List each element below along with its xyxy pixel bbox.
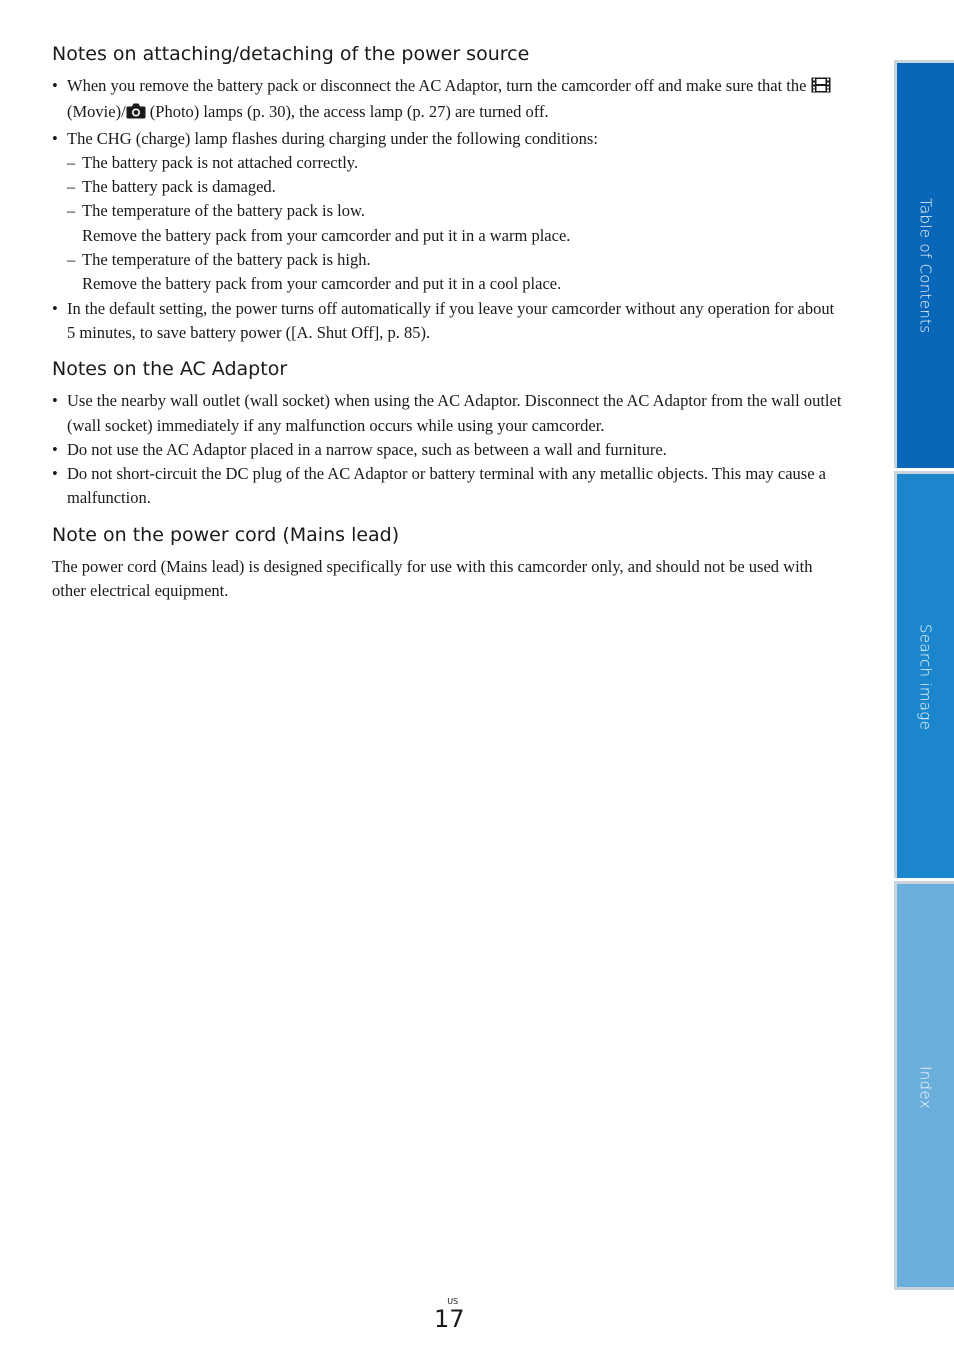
section-power-cord (52, 521, 842, 604)
sub-list-item (52, 199, 842, 223)
bullet-text: Use the nearby wall outlet (wall socket) when using the AC Adaptor. Disconnect the AC Adaptor from the wall outlet (wall socket) immediately if any malfunction occurs while using your camcorder. (67, 391, 842, 435)
sub-item-continuation: Remove the battery pack from your camcorder and put it in a cool place. (82, 274, 562, 294)
tab-label: Table of Contents (916, 198, 935, 334)
sub-list-item (52, 175, 842, 199)
bullet-marker: • (52, 76, 58, 95)
bullet-marker: • (52, 464, 58, 484)
bullet-text: The CHG (charge) lamp flashes during charging under the following conditions: (67, 128, 598, 148)
sub-item-text: The temperature of the battery pack is high. (82, 250, 371, 270)
sub-list-item (52, 151, 842, 175)
bullet-text: When you remove the battery pack or disconnect the AC Adaptor, turn the camcorder off and make sure that the (67, 76, 807, 95)
camera-icon (126, 102, 146, 126)
bullet-text: (Movie)/ (67, 102, 126, 122)
movie-icon (811, 76, 831, 100)
sub-item-text: The temperature of the battery pack is low. (82, 201, 365, 221)
dash-marker: – (67, 152, 76, 172)
bullet-text: In the default setting, the power turns off automatically if you leave your camcorder without any operation for about 5 minutes, to save battery power ([A. Shut Off], p. 85). (67, 298, 835, 342)
bullet-text: (Photo) lamps (p. 30), the access lamp (p. 27) are turned off. (149, 102, 549, 122)
list-item (52, 74, 842, 127)
section-power-source (52, 40, 842, 345)
sub-item-text: The battery pack is damaged. (82, 177, 276, 197)
list-item (52, 438, 842, 462)
list-item (52, 127, 842, 151)
tab-table-of-contents[interactable] (894, 60, 954, 468)
page-number-value: 17 (434, 1305, 465, 1333)
section-heading: Notes on the AC Adaptor (52, 358, 288, 381)
section-heading: Notes on attaching/detaching of the power source (52, 43, 530, 65)
bullet-text: Do not short-circuit the DC plug of the AC Adaptor or battery terminal with any metallic objects. This may cause a malfunction. (67, 464, 826, 508)
page-number (434, 1297, 465, 1332)
dash-marker: – (67, 201, 76, 221)
tab-label: Index (916, 1066, 935, 1109)
tab-search-image[interactable] (894, 471, 954, 878)
list-item (52, 389, 842, 438)
tab-index[interactable] (894, 881, 954, 1290)
page-region: US (447, 1297, 459, 1306)
dash-marker: – (67, 250, 76, 270)
sub-item-continuation: Remove the battery pack from your camcorder and put it in a warm place. (82, 225, 571, 245)
tab-label: Search image (916, 624, 935, 731)
bullet-marker: • (52, 439, 58, 459)
sub-list-item (52, 248, 842, 272)
bullet-marker: • (52, 391, 58, 411)
list-item (52, 297, 842, 346)
bullet-text: Do not use the AC Adaptor placed in a narrow space, such as between a wall and furniture. (67, 439, 667, 459)
paragraph: The power cord (Mains lead) is designed specifically for use with this camcorder only, and should not be used with other electrical equipment. (52, 556, 813, 601)
bullet-marker: • (52, 128, 58, 148)
side-tabs (894, 60, 954, 1290)
dash-marker: – (67, 177, 76, 197)
section-ac-adaptor (52, 355, 842, 510)
list-item (52, 462, 842, 511)
section-heading: Note on the power cord (Mains lead) (52, 523, 400, 546)
bullet-marker: • (52, 298, 58, 318)
sub-item-text: The battery pack is not attached correctly. (82, 152, 359, 172)
main-content (52, 40, 842, 613)
